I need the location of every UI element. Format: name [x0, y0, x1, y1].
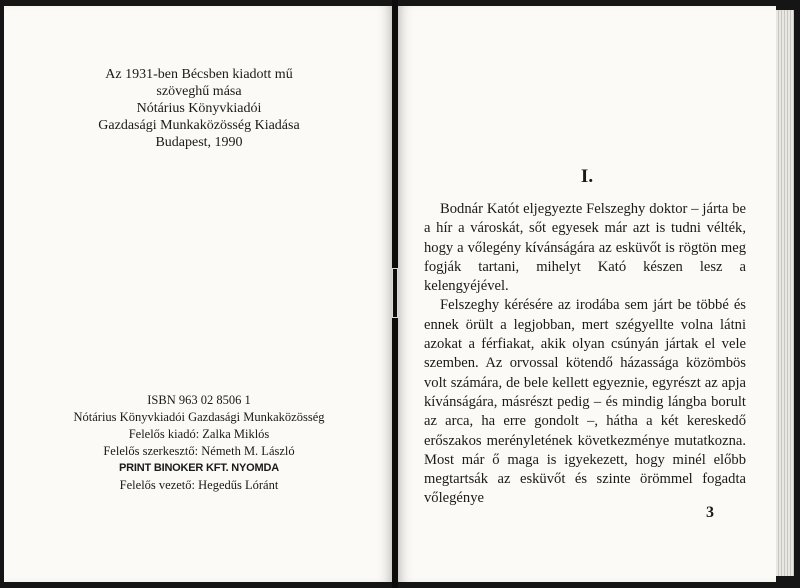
paragraph: Bodnár Katót eljegyezte Felszeghy doktor – járta be a hír a városkát, sőt egyesek már azt is tudni vélték, hogy a vőlegény kívánságára az esküvőt is rögtön meg fogják tartani, mihelyt Kató készen lesz a kelengyéjével.: [424, 201, 746, 295]
responsible-editor-line: Felelős szerkesztő: Németh M. László: [103, 444, 295, 458]
page-number: 3: [706, 504, 714, 521]
left-page: [4, 6, 392, 582]
responsible-publisher-line: Felelős kiadó: Zalka Miklós: [128, 427, 270, 441]
imprint-block: [44, 392, 354, 494]
page-edges: [776, 10, 794, 576]
colophon-line: Budapest, 1990: [155, 135, 243, 150]
chapter-heading: I.: [580, 166, 594, 187]
publisher-line: Nótárius Könyvkiadói Gazdasági Munkaközösség: [73, 410, 325, 424]
colophon-line: Gazdasági Munkaközösség Kiadása: [98, 118, 300, 133]
right-page: [398, 6, 776, 582]
colophon-line: Az 1931-ben Bécsben kiadott mű: [105, 67, 293, 82]
paragraph: Felszeghy kérésére az irodába sem járt be többé és ennek örült a legjobban, mert szégyellte volna látni azokat a férfiakat, akik olyan csúnyán jártak el vele szemben. Az orvossal kötendő házassága közömbös volt számára, de bele kellett egyeznie, egyrészt az apja kívánságára, másrészt pedig – és mindig lángba borult az arca, ha erre gondolt –, hátha a két kereskedő erőszakos merényletének következménye mutatkozna. Most már ő maga is igyekezett, hogy minél előbb megtartsák az esküvőt és szinte örömmel fogadta vőlegénye: [424, 297, 746, 507]
isbn-line: ISBN 963 02 8506 1: [147, 393, 251, 407]
colophon-line: Nótárius Könyvkiadói: [136, 101, 262, 116]
printer-line: PRINT BINOKER KFT. NYOMDA: [118, 462, 279, 474]
body-text: [424, 200, 746, 509]
responsible-manager-line: Felelős vezető: Hegedűs Lóránt: [119, 478, 279, 492]
colophon-block: [44, 66, 354, 151]
colophon-line: szöveghű mása: [156, 84, 242, 99]
